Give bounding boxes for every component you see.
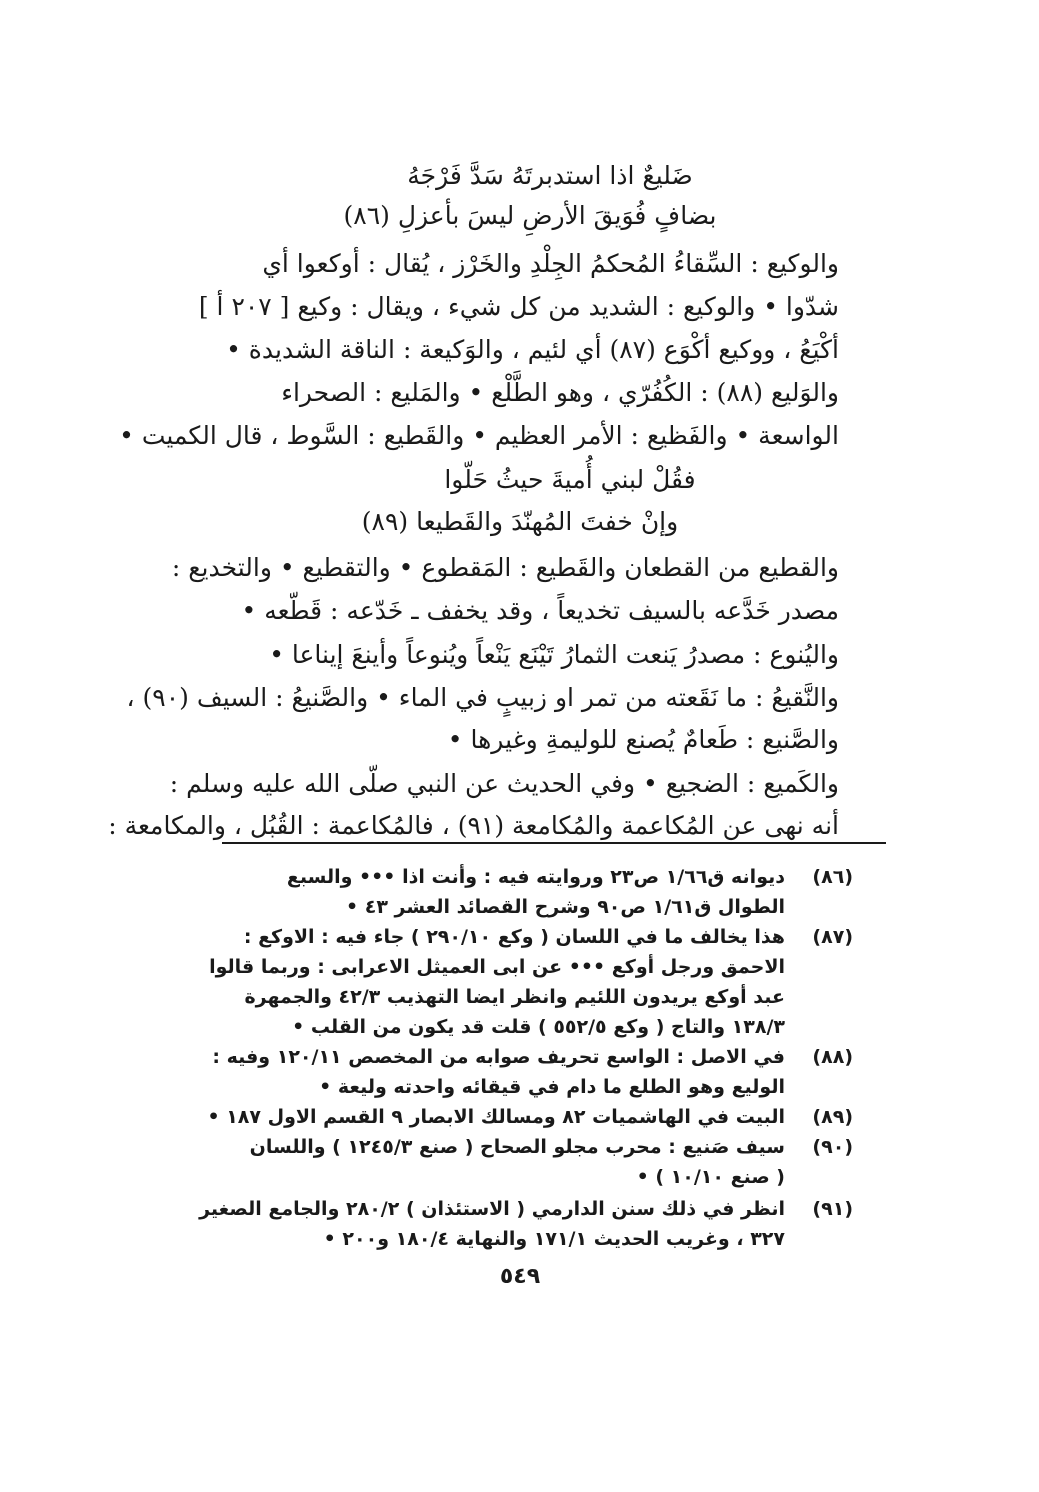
footnote-separator bbox=[222, 842, 886, 844]
footnote-line: ديوانه ق١/٦٦ ص٢٣ وروايته فيه : وأنت اذا ••• والسبع bbox=[286, 866, 785, 888]
text-line: أكْيَعُ ، ووكيع أكْوَع (٨٧) أي لئيم ، والوَكيعة : الناقة الشديدة • bbox=[226, 335, 839, 364]
footnote-number: (٨٧) bbox=[812, 926, 853, 948]
footnote-line: في الاصل : الواسع تحريف صوابه من المخصص ١٢٠/١١ وفيه : bbox=[212, 1046, 785, 1068]
text-line: واليُنوع : مصدرُ يَنعت الثمارُ تَيْنَع يَنْعاً ويُنوعاً وأينعَ إيناعا • bbox=[269, 640, 839, 669]
footnote-line: ١٣٨/٣ والتاج ( وكع ٥٥٢/٥ ) قلت قد يكون من القلب • bbox=[292, 1016, 785, 1038]
text-line: الواسعة • والفَظيع : الأمر العظيم • والقَطيع : السَّوط ، قال الكميت • bbox=[119, 421, 839, 450]
footnote-number: (٨٨) bbox=[812, 1046, 853, 1068]
verse-line: وإنْ خفتَ المُهنّدَ والقَطيعا (٨٩) bbox=[361, 507, 679, 536]
footnote-number: (٨٩) bbox=[812, 1106, 853, 1128]
footnote-number: (٩١) bbox=[812, 1198, 853, 1220]
text-line: والكَميع : الضجيع • وفي الحديث عن النبي صلّى الله عليه وسلم : bbox=[169, 769, 839, 798]
footnote-line: الطوال ق١/٦١ ص٩٠ وشرح القصائد العشر ٤٣ • bbox=[345, 896, 785, 918]
footnote-line: هذا يخالف ما في اللسان ( وكع ٢٩٠/١٠ ) جاء فيه : الاوكع : bbox=[243, 926, 785, 948]
footnote-line: ٣٢٧ ، وغريب الحديث ١٧١/١ والنهاية ١٨٠/٤ و٢٠٠ • bbox=[323, 1228, 785, 1250]
text-line: والصَّنيع : طَعامٌ يُصنع للوليمةِ وغيرها • bbox=[447, 725, 839, 754]
text-line: والنَّقيعُ : ما نَقَعته من تمر او زبيبٍ في الماء • والصَّنيعُ : السيف (٩٠) ، bbox=[126, 683, 839, 712]
text-line: والوكيع : السِّقاءُ المُحكمُ الجِلْدِ والخَرْز ، يُقال : أوكعوا أي bbox=[262, 249, 839, 278]
verse-line: فقُلْ لبني أُميةَ حيثُ حَلّوا bbox=[444, 465, 696, 494]
footnote-number: (٨٦) bbox=[812, 866, 853, 888]
footnote-line: البيت في الهاشميات ٨٢ ومسالك الابصار ٩ القسم الاول ١٨٧ • bbox=[207, 1106, 785, 1128]
footnote-number: (٩٠) bbox=[812, 1136, 853, 1158]
text-line: شدّوا • والوكيع : الشديد من كل شيء ، ويقال : وكيع [ ٢٠٧ أ ] bbox=[198, 292, 839, 321]
text-line: والوَليع (٨٨) : الكُفُرّي ، وهو الطَّلْع • والمَليع : الصحراء bbox=[281, 378, 839, 407]
text-line: والقطيع من القطعان والقَطيع : المَقطوع • والتقطيع • والتخديع : bbox=[171, 553, 839, 582]
verse-line: بضافٍ فُوَيقَ الأرضِ ليسَ بأعزلِ (٨٦) bbox=[343, 201, 717, 230]
verse-line: ضَليعٌ اذا استدبرتَهُ سَدَّ فَرْجَهُ bbox=[407, 161, 693, 190]
footnote-line: سيف صَنيع : محرب مجلو الصحاح ( صنع ١٢٤٥/٣ ) واللسان bbox=[249, 1136, 785, 1158]
text-line: مصدر خَدَّعه بالسيف تخديعاً ، وقد يخفف ـ خَدّعه : قَطّعه • bbox=[241, 596, 839, 625]
footnote-line: عبد أوكع يريدون اللئيم وانظر ايضا التهذيب ٤٢/٣ والجمهرة bbox=[244, 986, 785, 1008]
footnote-line: الوليع وهو الطلع ما دام في قيقائه واحدته وليعة • bbox=[319, 1076, 785, 1098]
page-number: ٥٤٩ bbox=[499, 1264, 541, 1289]
footnote-line: ( صنع ١٠/١٠ ) • bbox=[636, 1166, 785, 1188]
footnote-line: انظر في ذلك سنن الدارمي ( الاستئذان ) ٢٨٠/٢ والجامع الصغير bbox=[199, 1198, 785, 1220]
text-line: أنه نهى عن المُكاعمة والمُكامعة (٩١) ، فالمُكاعمة : القُبُل ، والمكامعة : bbox=[108, 811, 839, 840]
footnote-line: الاحمق ورجل أوكع ••• عن ابى العميثل الاعرابى : وربما قالوا bbox=[209, 956, 785, 978]
